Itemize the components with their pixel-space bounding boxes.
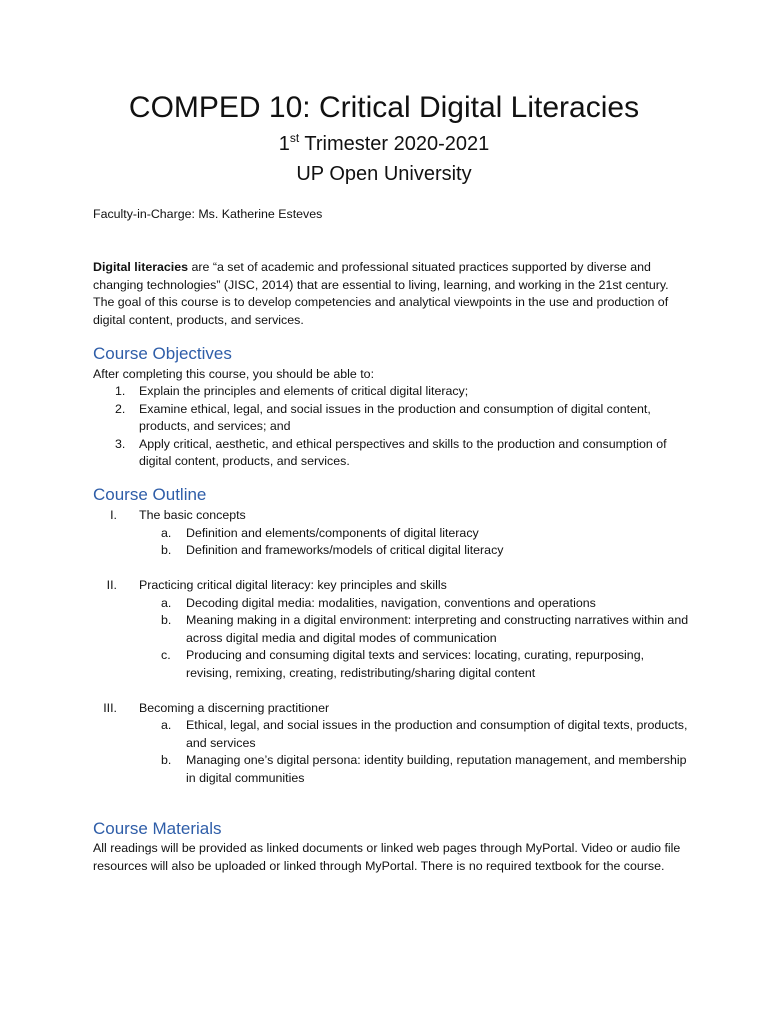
section-title: The basic concepts (139, 508, 246, 522)
subitem-text: Managing one’s digital persona: identity building, reputation management, and membership in digital communities (186, 753, 687, 785)
outline-subitem (93, 647, 693, 682)
trimester-text: Trimester 2020-2021 (299, 133, 490, 155)
intro-text: are “a set of academic and professional situated practices supported by diverse and changing technologies” (JISC, 2014) that are essential to living, learning, and working in the 21st century. The goal of this course is to develop competencies and analytical viewpoints in the use and production of digital content, products, and services. (93, 260, 669, 327)
outline-list (93, 507, 693, 787)
objective-text: Apply critical, aesthetic, and ethical perspectives and skills to the production and consumption of digital content, products, and services. (139, 436, 667, 468)
university-name: UP Open University (296, 163, 472, 185)
outline-subitems (93, 717, 693, 787)
objective-item (93, 401, 683, 436)
subitem-letter: b. (161, 543, 172, 557)
objectives-heading: Course Objectives (93, 344, 232, 363)
section-numeral: II. (106, 578, 117, 592)
section-numeral: III. (103, 700, 117, 715)
outline-section (93, 700, 693, 718)
outline-section (93, 577, 693, 595)
subitem-text: Definition and frameworks/models of critical digital literacy (186, 543, 504, 557)
objective-text: Examine ethical, legal, and social issues in the production and consumption of digital content, products, and services; and (139, 401, 651, 433)
objective-item (93, 383, 683, 401)
outline-subitem (93, 612, 693, 647)
outline-subitem (93, 595, 693, 613)
subitem-text: Ethical, legal, and social issues in the production and consumption of digital texts, products, and services (186, 718, 688, 750)
subitem-letter: a. (161, 718, 172, 732)
objectives-lead: After completing this course, you should be able to: (93, 367, 375, 381)
intro-paragraph (93, 259, 683, 329)
outline-subitem (93, 752, 693, 787)
subitem-letter: c. (161, 648, 171, 662)
outline-subitem (93, 717, 693, 752)
subitem-text: Definition and elements/components of digital literacy (186, 525, 479, 540)
outline-subitem (93, 542, 693, 560)
outline-heading: Course Outline (93, 485, 207, 504)
materials-heading: Course Materials (93, 819, 222, 838)
section-numeral: I. (110, 508, 117, 522)
outline-section (93, 507, 693, 525)
trimester-number: 1 (278, 133, 290, 155)
outline-subitem (93, 525, 693, 543)
faculty-in-charge: Faculty-in-Charge: Ms. Katherine Esteves (93, 207, 323, 221)
page-title: COMPED 10: Critical Digital Literacies (128, 91, 640, 124)
subitem-text: Meaning making in a digital environment: interpreting and constructing narratives within and across digital media and digital modes of communication (186, 613, 689, 645)
subitem-letter: b. (161, 753, 172, 767)
intro-term: Digital literacies (93, 260, 189, 274)
subitem-text: Decoding digital media: modalities, navigation, conventions and operations (186, 595, 596, 610)
trimester-ordinal-suffix: st (289, 131, 300, 145)
objective-number: 2. (115, 401, 126, 416)
subitem-text: Producing and consuming digital texts and services: locating, curating, repurposing, revising, remixing, creating, redistributing/sharing digital content (186, 648, 645, 680)
objective-number: 1. (115, 384, 126, 398)
objectives-list (93, 383, 683, 471)
materials-text: All readings will be provided as linked documents or linked web pages through MyPortal. Video or audio file resources will also be uploaded or linked through MyPortal. There is no required textbook for the course. (93, 841, 681, 873)
trimester-line (0, 131, 768, 157)
objective-text: Explain the principles and elements of critical digital literacy; (139, 384, 469, 398)
section-title: Practicing critical digital literacy: key principles and skills (139, 578, 447, 592)
subitem-letter: a. (161, 525, 172, 540)
subitem-letter: a. (161, 595, 172, 610)
subitem-letter: b. (161, 613, 172, 627)
outline-subitems (93, 525, 693, 560)
objective-item (93, 436, 683, 471)
section-title: Becoming a discerning practitioner (139, 700, 330, 715)
objective-number: 3. (115, 436, 126, 451)
outline-subitems (93, 595, 693, 683)
